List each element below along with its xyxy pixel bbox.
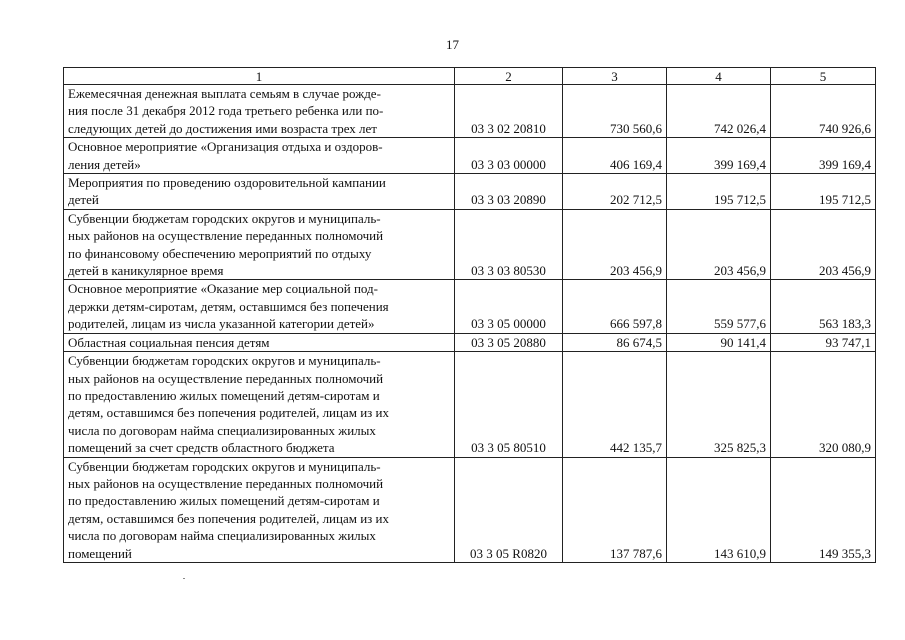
amount-col-4: 742 026,4 (667, 85, 771, 138)
column-header-5: 5 (771, 68, 876, 85)
description-line: Ежемесячная денежная выплата семьям в случае рожде- (68, 86, 381, 101)
table-row (64, 85, 876, 138)
column-header-3: 3 (563, 68, 667, 85)
budget-code: 03 3 05 20880 (455, 333, 563, 351)
row-description (64, 174, 455, 210)
amount-col-3: 86 674,5 (563, 333, 667, 351)
description-line: Основное мероприятие «Организация отдыха и оздоров- (68, 139, 383, 155)
amount-col-4: 143 610,9 (667, 457, 771, 562)
table-row (64, 209, 876, 280)
description-line: Субвенции бюджетам городских округов и муниципаль- (68, 210, 381, 226)
row-description (64, 333, 455, 351)
description-line: по предоставлению жилых помещений детям-сиротам и (68, 493, 380, 509)
amount-col-4: 195 712,5 (667, 174, 771, 210)
amount-col-4: 399 169,4 (667, 138, 771, 174)
description-line: ных районов на осуществление переданных полномочий (68, 475, 384, 491)
description-line: детям, оставшимся без попечения родителей, лицам из их (68, 405, 390, 421)
page-number: 17 (446, 37, 459, 52)
column-header-1: 1 (64, 68, 455, 85)
description-line: помещений (68, 545, 132, 561)
budget-code: 03 3 05 R0820 (455, 457, 563, 562)
description-line: Мероприятия по проведению оздоровительной кампании (68, 175, 386, 191)
description-line: следующих детей до достижения ими возраста трех лет (68, 120, 377, 136)
amount-col-5: 93 747,1 (771, 333, 876, 351)
description-line: помещений за счет средств областного бюджета (68, 440, 335, 456)
description-line: Основное мероприятие «Оказание мер социальной под- (68, 281, 378, 297)
amount-col-5: 740 926,6 (771, 85, 876, 138)
amount-col-5: 149 355,3 (771, 457, 876, 562)
table-body (64, 85, 876, 563)
amount-col-4: 90 141,4 (667, 333, 771, 351)
budget-code: 03 3 03 20890 (455, 174, 563, 210)
amount-col-4: 325 825,3 (667, 352, 771, 457)
budget-code: 03 3 05 80510 (455, 352, 563, 457)
description-line: детей (68, 192, 99, 208)
amount-col-4: 559 577,6 (667, 280, 771, 333)
budget-code: 03 3 03 00000 (455, 138, 563, 174)
table-row (64, 138, 876, 174)
row-description (64, 280, 455, 333)
amount-col-3: 666 597,8 (563, 280, 667, 333)
description-line: держки детям-сиротам, детям, оставшимся без попечения (68, 298, 389, 314)
header-row (64, 68, 876, 85)
description-line: детей в каникулярное время (68, 263, 224, 279)
description-line: ния после 31 декабря 2012 года третьего ребенка или по- (68, 103, 384, 119)
description-line: числа по договорам найма специализированных жилых (68, 422, 376, 438)
amount-col-3: 137 787,6 (563, 457, 667, 562)
table-row (64, 352, 876, 457)
budget-code: 03 3 05 00000 (455, 280, 563, 333)
table-row (64, 333, 876, 351)
column-header-2: 2 (455, 68, 563, 85)
table-row (64, 174, 876, 210)
description-line: Субвенции бюджетам городских округов и муниципаль- (68, 458, 381, 474)
amount-col-4: 203 456,9 (667, 209, 771, 280)
amount-col-3: 442 135,7 (563, 352, 667, 457)
description-line: детям, оставшимся без попечения родителей, лицам из их (68, 510, 390, 526)
amount-col-3: 730 560,6 (563, 85, 667, 138)
budget-code: 03 3 03 80530 (455, 209, 563, 280)
description-line: родителей, лицам из числа указанной категории детей» (68, 316, 375, 332)
row-description (64, 209, 455, 280)
table-row (64, 457, 876, 562)
budget-code: 03 3 02 20810 (455, 85, 563, 138)
description-line: по финансовому обеспечению мероприятий по отдыху (68, 245, 372, 261)
description-line: по предоставлению жилых помещений детям-сиротам и (68, 387, 380, 403)
row-description (64, 138, 455, 174)
budget-table (63, 67, 876, 563)
amount-col-5: 563 183,3 (771, 280, 876, 333)
amount-col-5: 320 080,9 (771, 352, 876, 457)
description-line: ных районов на осуществление переданных полномочий (68, 228, 384, 244)
description-line: Областная социальная пенсия детям (68, 334, 270, 350)
amount-col-3: 203 456,9 (563, 209, 667, 280)
row-description (64, 85, 455, 138)
scan-speck (183, 578, 185, 579)
row-description (64, 457, 455, 562)
table-row (64, 280, 876, 333)
amount-col-5: 195 712,5 (771, 174, 876, 210)
amount-col-3: 406 169,4 (563, 138, 667, 174)
amount-col-5: 399 169,4 (771, 138, 876, 174)
description-line: ления детей» (68, 156, 141, 172)
description-line: ных районов на осуществление переданных полномочий (68, 370, 384, 386)
amount-col-5: 203 456,9 (771, 209, 876, 280)
description-line: числа по договорам найма специализированных жилых (68, 528, 376, 544)
description-line: Субвенции бюджетам городских округов и муниципаль- (68, 353, 381, 369)
amount-col-3: 202 712,5 (563, 174, 667, 210)
column-header-4: 4 (667, 68, 771, 85)
row-description (64, 352, 455, 457)
